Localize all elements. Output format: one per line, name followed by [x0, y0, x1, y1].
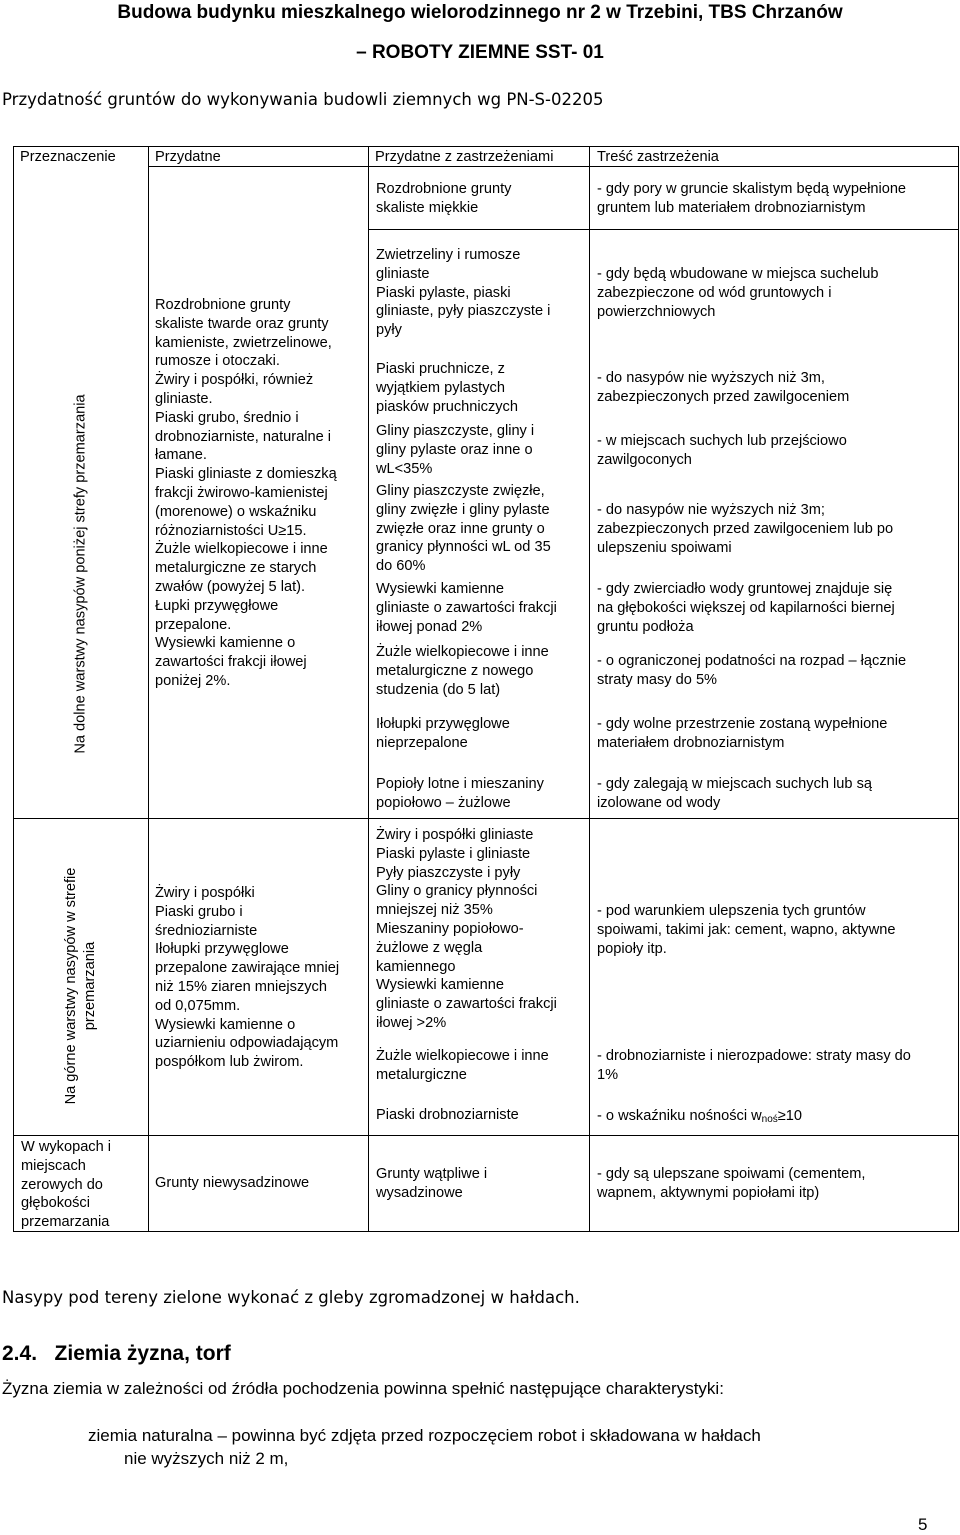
row2-reservation: - drobnoziarniste i nierozpadowe: straty masy do 1% [597, 1048, 911, 1083]
section-title: Ziemia żyzna, torf [54, 1342, 231, 1365]
row1-reservation: - do nasypów nie wyższych niż 3m; zabezpieczonych przed zawilgoceniem lub po ulepszeniu spoiwami [597, 502, 894, 556]
row2-conditional-group: Piaski drobnoziarniste [376, 1107, 519, 1123]
row0-reservation: - gdy pory w gruncie skalistym będą wypełnione gruntem lub materiałem drobnoziarnistym [597, 181, 907, 216]
row1-reservation: - w miejscach suchych lub przejściowo zawilgoconych [597, 433, 847, 468]
row1-conditional-group: Popioły lotne i mieszaniny popiołowo – żużlowe [376, 776, 544, 811]
row1-reservation: - gdy wolne przestrzenie zostaną wypełnione materiałem drobnoziarnistym [597, 716, 888, 751]
section-number: 2.4. [2, 1342, 38, 1365]
row1-conditional-group: Iłołupki przywęglowe nieprzepalone [376, 716, 510, 751]
row1-suitable: Rozdrobnione grunty skaliste twarde oraz grunty kamieniste, zwietrzelinowe, rumosze i otoczaki. Żwiry i pospółki, również gliniaste. Piaski grubo, średnio i drobnoziarniste, naturalne i łamane. Piaski gliniaste z domieszką frakcji żwirowo-kamienistej (morenowe) o wskaźniku różnoziarnistości U≥15. Żużle wielkopiecowe i inne metalurgiczne ze starych zwałów (powyżej 5 lat). Łupki przywęgłowe przepalone. Wysiewki kamienne o zawartości frakcji iłowej poniżej 2%. [155, 297, 337, 689]
column-header-suitable: Przydatne [155, 149, 221, 165]
column-header-purpose: Przeznaczenie [20, 149, 116, 165]
document-subtitle: – ROBOTY ZIEMNE SST- 01 [356, 42, 604, 63]
row3-purpose: W wykopach i miejscach zerowych do głębokości przemarzania [21, 1139, 112, 1231]
body-note: Nasypy pod tereny zielone wykonać z gleby zgromadzonej w hałdach. [2, 1288, 580, 1307]
row2-suitable: Żwiry i pospółki Piaski grubo i średnioziarniste Iłołupki przywęglowe przepalone zawirające mniej niż 15% ziaren mniejszych od 0,075mm. Wysiewki kamienne o uziarnieniu odpowiadającym pospółkom lub żwirom. [155, 885, 340, 1071]
section-heading: Przydatność gruntów do wykonywania budowli ziemnych wg PN-S-02205 [2, 90, 604, 109]
row1-conditional-group: Zwietrzeliny i rumosze gliniaste Piaski pylaste, piaski gliniaste, pyły piaszczyste i pyły [376, 247, 551, 339]
page-number: 5 [918, 1515, 928, 1534]
row2-reservation-bearing-ratio: - o wskaźniku nośności $w_{noś}\ge 10$ [597, 1108, 803, 1125]
list-item-line2: nie wyższych niż 2 m, [124, 1449, 289, 1468]
row0-conditional: Rozdrobnione grunty skaliste miękkie [376, 181, 512, 216]
row1-reservation: - o ograniczonej podatności na rozpad – łącznie straty masy do 5% [597, 653, 907, 688]
row1-reservation: - do nasypów nie wyższych niż 3m, zabezpieczonych przed zawilgoceniem [597, 370, 850, 405]
document-title: Budowa budynku mieszkalnego wielorodzinnego nr 2 w Trzebini, TBS Chrzanów [117, 2, 843, 23]
row1-reservation: - gdy zwierciadło wody gruntowej znajduje się na głębokości większej od kapilarności biernej gruntu podłoża [597, 581, 895, 635]
list-item-line1: ziemia naturalna – powinna być zdjęta przed rozpoczęciem robot i składowana w hałdach [88, 1426, 761, 1445]
row2-reservation: - pod warunkiem ulepszenia tych gruntów spoiwami, takimi jak: cement, wapno, aktywne popioły itp. [597, 903, 896, 957]
row1-conditional-group: Wysiewki kamienne gliniaste o zawartości frakcji iłowej ponad 2% [376, 581, 557, 635]
section-intro: Żyzna ziemia w zależności od źródła pochodzenia powinna spełnić następujące charakterystyki: [2, 1379, 724, 1398]
row3-reservation: - gdy są ulepszane spoiwami (cementem, wapnem, aktywnymi popiołami itp) [597, 1166, 866, 1201]
row3-suitable: Grunty niewysadzinowe [155, 1175, 310, 1191]
section-heading-2-4 [2, 1342, 231, 1366]
column-header-conditional: Przydatne z zastrzeżeniami [375, 149, 554, 165]
row2-conditional-group: Żwiry i pospółki gliniaste Piaski pylaste i gliniaste Pyły piaszczyste i pyły Gliny o granicy płynności mniejszej niż 35% Mieszaniny popiołowo- żużlowe z węgla kamiennego Wysiewki kamienne gliniaste o zawartości frakcji iłowej >2% [376, 827, 557, 1031]
row1-conditional-group: Gliny piaszczyste, gliny i gliny pylaste oraz inne o wL<35% [376, 423, 535, 477]
row1-reservation: - gdy zalegają w miejscach suchych lub są izolowane od wody [597, 776, 872, 811]
row1-reservation: - gdy będą wbudowane w miejsca suchelub zabezpieczone od wód gruntowych i powierzchniowych [597, 266, 879, 320]
column-header-reservation: Treść zastrzeżenia [597, 149, 719, 165]
row2-conditional-group: Żużle wielkopiecowe i inne metalurgiczne [376, 1048, 549, 1083]
row1-conditional-group: Piaski pruchnicze, z wyjątkiem pylastych piasków pruchniczych [376, 361, 518, 415]
row1-purpose: Na dolne warstwy nasypów poniżej strefy przemarzania [72, 394, 89, 754]
row1-conditional-group: Gliny piaszczyste zwięzłe, gliny zwięzłe i gliny pylaste zwięzłe oraz inne grunty o granicy płynności wL od 35 do 60% [376, 483, 551, 575]
row3-conditional: Grunty wątpliwe i wysadzinowe [376, 1166, 488, 1201]
row1-conditional-group: Żużle wielkopiecowe i inne metalurgiczne z nowego studzenia (do 5 lat) [376, 644, 549, 698]
row2-purpose: Na górne warstwy nasypów w strefie przemarzania [63, 867, 98, 1105]
